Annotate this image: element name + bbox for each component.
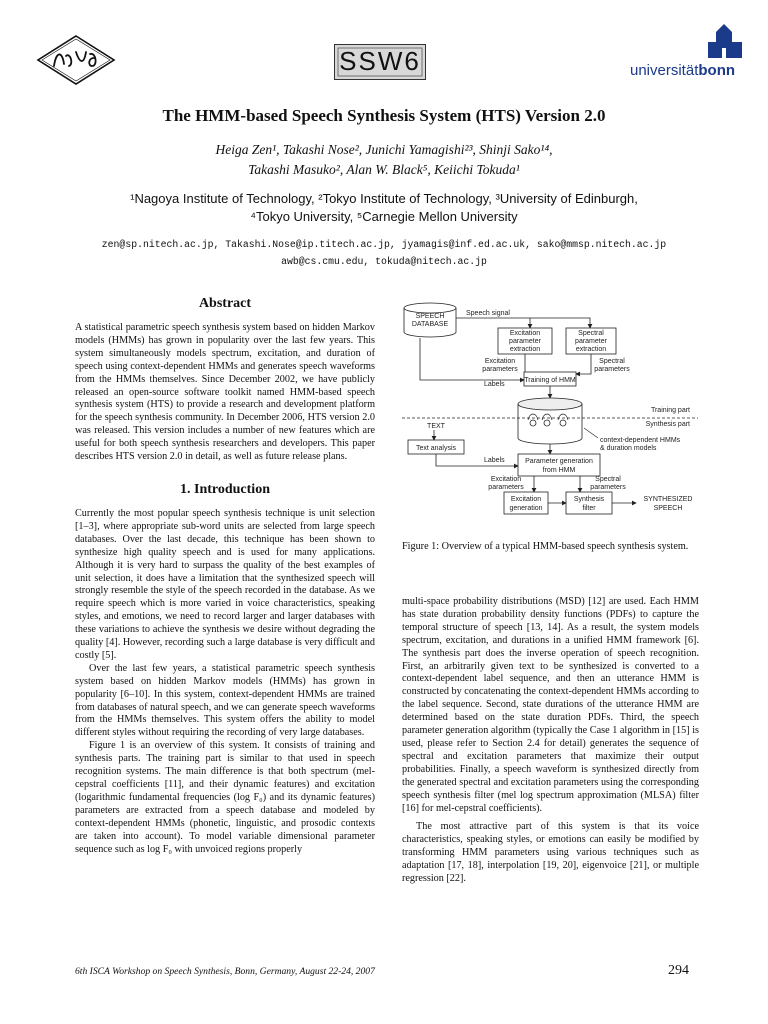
exc-gen-label-1: Excitation	[510, 496, 542, 503]
text-analysis-label: Text analysis	[415, 445, 457, 452]
text-input-label: TEXT	[427, 423, 445, 430]
figure-1-caption: Figure 1: Overview of a typical HMM-based speech synthesis system.	[402, 541, 689, 552]
bonn-bold: bonn	[698, 62, 736, 79]
exc-params-b-label-2: parameters	[488, 484, 524, 491]
exc-ext-label-3: extraction	[509, 346, 541, 353]
db-label-2: DATABASE	[411, 321, 449, 328]
ssw6-text: SSW6	[339, 46, 421, 76]
param-gen-label-2: from HMM	[542, 467, 576, 474]
exc-params-b-label-1: Excitation	[490, 476, 522, 483]
spec-ext-label-2: parameter	[575, 338, 607, 345]
affiliations-line-1: ¹Nagoya Institute of Technology, ²Tokyo Institute of Technology, ³University of Edinburgh,	[130, 191, 638, 206]
labels-bottom-label: Labels	[484, 457, 505, 464]
intro-heading: 1. Introduction	[180, 481, 270, 497]
exc-params-label-1: Excitation	[484, 358, 516, 365]
author-list	[0, 140, 768, 180]
cd-hmms-label-1: context-dependent HMMs	[600, 437, 681, 444]
speech-signal-label: Speech signal	[466, 310, 510, 317]
exc-ext-label-1: Excitation	[509, 330, 541, 337]
labels-top-label: Labels	[484, 381, 505, 388]
uni-bonn-logo	[630, 24, 750, 80]
spec-params-label-2: parameters	[594, 366, 630, 373]
page-number: 294	[668, 963, 689, 978]
training-label: Training of HMM	[524, 377, 576, 384]
footer-conference: 6th ISCA Workshop on Speech Synthesis, Bonn, Germany, August 22-24, 2007	[75, 966, 375, 977]
synthesis-part-label: Synthesis part	[645, 421, 690, 428]
bonn-prefix: universität	[630, 62, 699, 79]
spec-ext-label-1: Spectral	[578, 330, 604, 337]
affiliations	[0, 190, 768, 226]
authors-line-2: Takashi Masuko², Alan W. Black⁵, Keiichi Tokuda¹	[248, 162, 520, 177]
exc-ext-label-2: parameter	[509, 338, 541, 345]
exc-params-label-2: parameters	[482, 366, 518, 373]
ssw6-logo	[334, 44, 426, 80]
intro-paragraph-3: Figure 1 is an overview of this system. It consists of training and synthesis parts. The training part is similar to that used in speech recognition systems. The main difference is that both spectrum (mel-cepstral coefficients [11], and their dynamic features) and excitation (logarithmic fundamental frequencies (log F₀) and its dynamic features) parameters are extracted from a speech database and modeled by context-dependent HMMs (phonetic, linguistic, and prosodic contexts are taken into account). To model variable dimensional parameter sequence such as log F₀ with unvoiced regions properly	[75, 740, 375, 855]
emails-line-1: zen@sp.nitech.ac.jp, Takashi.Nose@ip.titech.ac.jp, jyamagis@inf.ed.ac.uk, sako@mmsp.nitech.ac.jp	[101, 239, 667, 250]
paper-title: The HMM-based Speech Synthesis System (HTS) Version 2.0	[162, 106, 606, 125]
spec-params-label-1: Spectral	[599, 358, 625, 365]
spec-params-b-label-1: Spectral	[595, 476, 621, 483]
param-gen-label-1: Parameter generation	[525, 458, 593, 465]
authors-line-1: Heiga Zen¹, Takashi Nose², Junichi Yamagishi²³, Shinji Sako¹⁴,	[215, 142, 553, 157]
figure-1-caption-block	[402, 540, 699, 553]
email-list	[0, 236, 768, 270]
bonn-building-icon	[630, 24, 750, 64]
emails-line-2: awb@cs.cmu.edu, tokuda@nitech.ac.jp	[281, 256, 487, 267]
intro-paragraph-1: Currently the most popular speech synthesis technique is unit selection [1–3], where appropriate sub-word units are selected from large speech databases. Over the last decade, this technique has been shown to synthesize high quality speech and is used for many applications. Although it is very hard to surpass the quality of the best examples of unit selection, it does have a limitation that the synthesized speech will strongly resemble the style of the speech recorded in the database. As we require speech which is more varied in voice characteristics, speaking styles, and emotions, we need to record larger and larger databases with these variations to achieve the synthesis we desire without degrading the quality [4]. However, recording such a large database is very difficult and costly [5].	[75, 507, 375, 661]
synth-filter-label-2: filter	[582, 505, 596, 512]
synth-speech-label-1: SYNTHESIZED	[643, 496, 693, 503]
exc-gen-label-2: generation	[509, 505, 543, 512]
spec-ext-label-3: extraction	[575, 346, 607, 353]
right-column	[402, 596, 699, 886]
synth-filter-label-1: Synthesis	[573, 496, 605, 503]
right-paragraph-2: The most attractive part of this system is that its voice characteristics, speaking styles, or emotions can easily be modified by transforming HMM parameters using various techniques such as adaptation [17, 18], interpolation [19, 20], eigenvoice [21], or multiple regression [22].	[402, 821, 699, 885]
figure-1-diagram	[400, 298, 700, 518]
abstract-text: A statistical parametric speech synthesis system based on hidden Markov models (HMMs) has grown in popularity over the last few years. This system simultaneously models spectrum, excitation, and duration of speech using context-dependent HMMs and generates speech waveforms from the HMMs themselves. Since December 2002, we have publicly released an open-source software toolkit named HMM-based speech synthesis system (HTS) to provide a research and development platform for the speech synthesis community. In December 2006, HTS version 2.0 was released. This version includes a number of new features which are useful for both speech synthesis researchers and developers. This paper describes HTS version 2.0 in detail, as well as future release plans.	[75, 322, 375, 463]
training-part-label: Training part	[650, 407, 690, 414]
isca-logo	[36, 34, 116, 86]
cd-hmms-label-2: & duration models	[600, 445, 657, 452]
abstract-heading: Abstract	[198, 296, 252, 311]
synth-speech-label-2: SPEECH	[653, 505, 683, 512]
left-column	[75, 296, 375, 856]
right-paragraph-1: multi-space probability distributions (MSD) [12] are used. Each HMM has state duration probability density functions (PDFs) to capture the temporal structure of speech [13, 14]. As a result, the system models spectrum, excitation, and durations in a unified HMM framework [6]. The synthesis part does the inverse operation of speech recognition. First, an arbitrarily given text to be synthesized is converted to a context-dependent label sequence, and then an utterance HMM is constructed by concatenating the context-dependent HMMs according to the label sequence. Second, state durations of the utterance HMM are determined based on the state duration PDFs. Third, the speech parameter generation algorithm (typically the Case 1 algorithm in [15] is used, please refer to Section 2.4 for detail) generates the sequence of spectral and excitation parameters that maximize their output probabilities. Finally, a speech waveform is synthesized directly from the generated spectral and excitation parameters using the corresponding speech synthesis filter (mel log spectrum approximation (MLSA) filter [16] for mel-cepstral coefficients).	[402, 596, 699, 814]
db-label-1: SPEECH	[415, 313, 445, 320]
spec-params-b-label-2: parameters	[590, 484, 626, 491]
intro-paragraph-2: Over the last few years, a statistical parametric speech synthesis system based on hidden Markov models (HMMs) has grown in popularity [6–10]. In this system, context-dependent HMMs are trained from databases of natural speech, and we can generate speech waveforms from the HMMs themselves. This system offers the ability to model different styles without requiring the recording of very large databases.	[75, 662, 375, 739]
affiliations-line-2: ⁴Tokyo University, ⁵Carnegie Mellon University	[250, 209, 518, 224]
